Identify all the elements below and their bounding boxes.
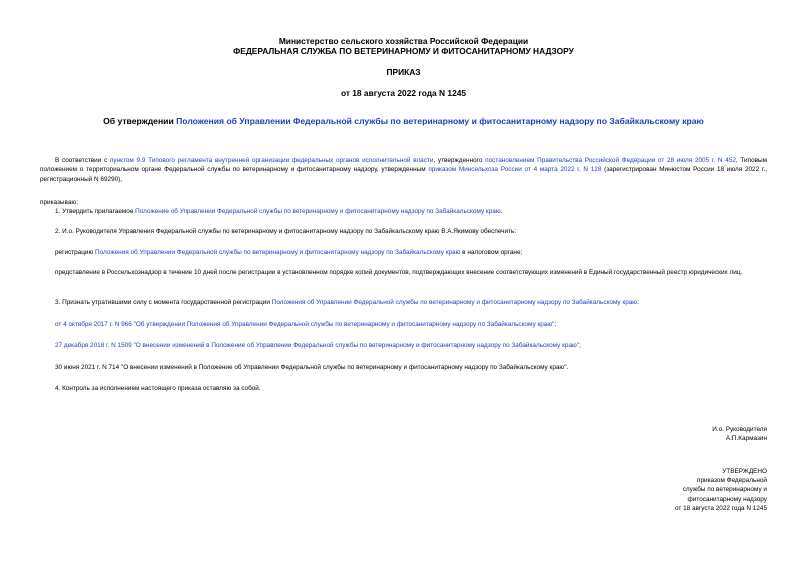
document-title <box>0 116 807 126</box>
preamble-text-2: , утвержденного <box>433 157 486 164</box>
preamble-link-regulation[interactable]: пунктом 9.9 Типового регламента внутренней организации федеральных органов исполнительной власти <box>109 157 434 164</box>
paragraph-2a-text: регистрацию <box>55 249 96 256</box>
paragraph-2a-end: в налоговом органе; <box>460 249 523 256</box>
approval-line-4: фитосанитарному надзору <box>687 495 767 503</box>
document-type: ПРИКАЗ <box>386 67 421 77</box>
paragraph-2a-link[interactable]: Положения об Управлении Федеральной службы по ветеринарному и фитосанитарному надзору по Забайкальскому краю <box>95 249 461 256</box>
paragraph-1-end: . <box>500 208 503 215</box>
paragraph-1-link[interactable]: Положение об Управлении Федеральной службы по ветеринарному и фитосанитарному надзору по Забайкальскому краю <box>135 208 501 215</box>
paragraph-3c: 30 июня 2021 г. N 714 "О внесении изменений в Положение об Управлении Федеральной службы по ветеринарному и фитосанитарному надзору по Забайкальскому краю". <box>55 364 569 371</box>
paragraph-3-text: 3. Признать утратившими силу с момента государственной регистрации <box>55 299 272 306</box>
approval-line-2: приказом Федеральной <box>697 477 767 485</box>
paragraph-3-link[interactable]: Положения об Управлении Федеральной службы по ветеринарному и фитосанитарному надзору по Забайкальскому краю <box>271 299 638 306</box>
paragraph-1 <box>55 207 502 216</box>
paragraph-1-text: 1. Утвердить прилагаемое <box>55 208 136 215</box>
preamble-paragraph <box>40 156 767 184</box>
service-name: ФЕДЕРАЛЬНАЯ СЛУЖБА ПО ВЕТЕРИНАРНОМУ И ФИТОСАНИТАРНОМУ НАДЗОРУ <box>233 46 574 56</box>
document-date-number: от 18 августа 2022 года N 1245 <box>340 88 467 98</box>
paragraph-4: 4. Контроль за исполнением настоящего приказа оставляю за собой. <box>55 385 261 392</box>
paragraph-3b <box>55 341 581 350</box>
paragraph-3b-end: ; <box>579 342 581 349</box>
title-regulation-link[interactable]: Положения об Управлении Федеральной службы по ветеринарному и фитосанитарному надзору по Забайкальскому краю <box>176 116 704 126</box>
preamble-text-3: , Типовым положением о территориальном органе Федеральной службы по ветеринарному и фитосанитарному надзору, утвержденным <box>40 157 768 174</box>
preamble-link-resolution[interactable]: постановлением Правительства Российской Федерации от 28 июля 2005 г. N 452 <box>485 157 736 164</box>
paragraph-3-end: : <box>637 299 639 306</box>
approval-line-1: УТВЕРЖДЕНО <box>722 468 767 475</box>
approval-line-5: от 18 августа 2022 года N 1245 <box>674 504 767 512</box>
signatory-name: А.П.Кармазин <box>725 435 767 443</box>
ministry-name: Министерство сельского хозяйства Российской Федерации <box>278 36 529 46</box>
signatory-block <box>712 425 767 443</box>
paragraph-3a-link[interactable]: от 4 октября 2017 г. N 966 "Об утверждении Положения об Управлении Федеральной службы по ветеринарному и фитосанитарному надзору по Забайкальскому краю" <box>55 321 555 328</box>
paragraph-3b-link[interactable]: 27 декабря 2018 г. N 1509 "О внесении изменений в Положение об Управлении Федеральной службы по ветеринарному и фитосанитарному надзору по Забайкальскому краю" <box>55 342 580 349</box>
order-word: приказываю: <box>40 199 78 206</box>
paragraph-3 <box>55 298 639 307</box>
paragraph-2b: представление в Россельхознадзор в течение 10 дней после регистрации в установленном порядке копий документов, подтверждающих внесение соответствующих изменений в Единый государственный реестр юридических лиц. <box>55 269 743 276</box>
preamble-link-order[interactable]: приказом Минсельхоза России от 4 марта 2022 г. N 128 <box>428 166 602 174</box>
preamble-text-1: В соответствии с <box>55 157 110 164</box>
title-prefix: Об утверждении <box>103 116 177 126</box>
signatory-position: И.о. Руководителя <box>712 426 767 433</box>
paragraph-3a <box>55 320 556 329</box>
paragraph-3a-end: ; <box>554 321 557 328</box>
preamble-text-4: (зарегистрирован Минюстом России 18 июля 2022 г., регистрационный N 69290), <box>40 166 767 183</box>
paragraph-2: 2. И.о. Руководителя Управления Федеральной службы по ветеринарному и фитосанитарному надзору по Забайкальскому краю В.А.Якимову обеспечить: <box>55 228 517 235</box>
approval-line-3: службы по ветеринарному и <box>682 486 767 494</box>
paragraph-2a <box>55 248 522 257</box>
approval-block <box>675 467 767 513</box>
